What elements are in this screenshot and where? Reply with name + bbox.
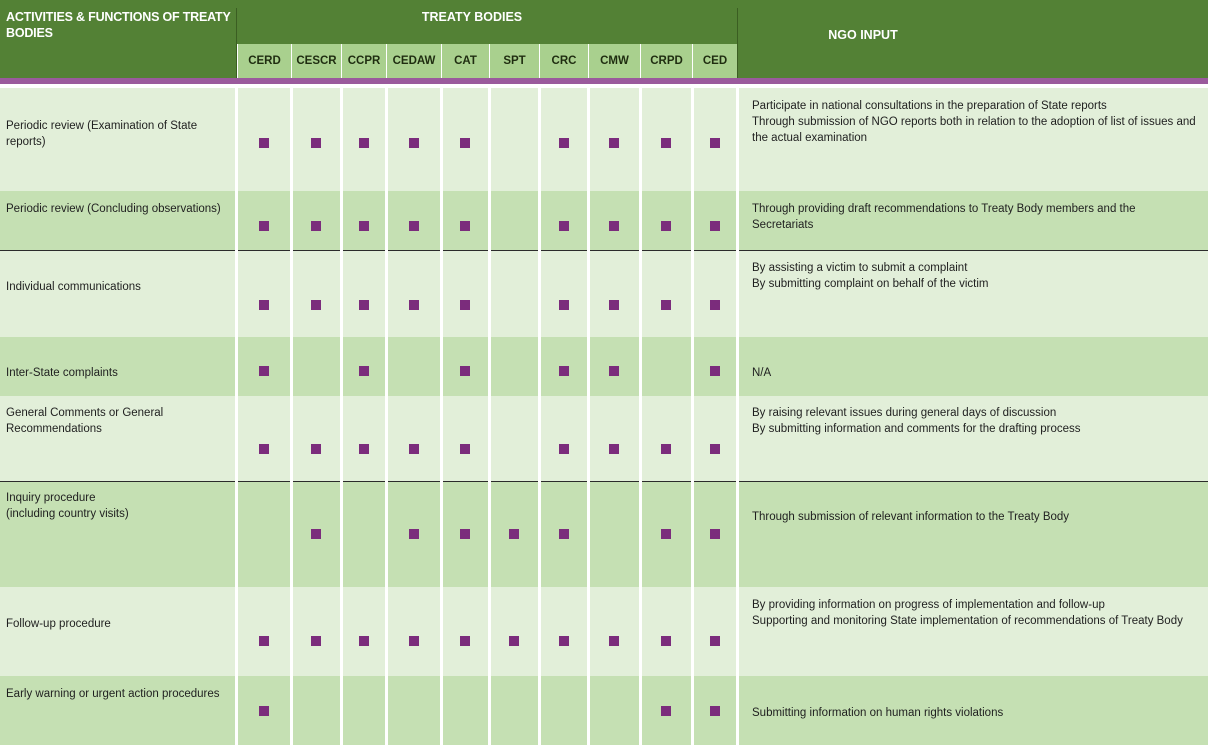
ngo-input-line: Participate in national consultations in the preparation of State reports	[752, 100, 1107, 112]
column-separator	[691, 88, 694, 745]
applicable-mark-ced	[710, 366, 720, 376]
applicable-mark-ced	[710, 636, 720, 646]
applicable-mark-crpd	[661, 529, 671, 539]
applicable-mark-crpd	[661, 221, 671, 231]
applicable-mark-cmw	[609, 138, 619, 148]
applicable-mark-cat	[460, 221, 470, 231]
activity-label: General Comments or General Recommendations	[6, 407, 164, 435]
column-header-ccpr: CCPR	[341, 44, 386, 78]
column-header-cescr: CESCR	[291, 44, 341, 78]
applicable-mark-spt	[509, 529, 519, 539]
ngo-input-cell	[752, 597, 1197, 629]
applicable-mark-crpd	[661, 444, 671, 454]
applicable-mark-crc	[559, 221, 569, 231]
treaty-bodies-title: TREATY BODIES	[421, 10, 523, 24]
applicable-mark-ced	[710, 529, 720, 539]
activity-label: Early warning or urgent action procedures	[6, 688, 220, 700]
ngo-input-line: Submitting information on human rights violations	[752, 707, 1004, 719]
ngo-input-cell	[752, 201, 1197, 233]
applicable-mark-crpd	[661, 636, 671, 646]
applicable-mark-cescr	[311, 529, 321, 539]
activity-label: Inter-State complaints	[6, 367, 118, 379]
ngo-input-line: Supporting and monitoring State implementation of recommendations of Treaty Body	[752, 615, 1183, 627]
activity-label: Periodic review (Examination of State reports)	[6, 120, 198, 148]
applicable-mark-cerd	[259, 366, 269, 376]
applicable-mark-ced	[710, 138, 720, 148]
activity-label: Individual communications	[6, 281, 141, 293]
applicable-mark-cerd	[259, 444, 269, 454]
applicable-mark-ccpr	[359, 366, 369, 376]
header-divider	[737, 8, 738, 78]
ngo-input-line: Through submission of relevant information to the Treaty Body	[752, 511, 1070, 523]
column-separator	[290, 88, 293, 745]
applicable-mark-cescr	[311, 138, 321, 148]
applicable-mark-cedaw	[409, 444, 419, 454]
applicable-mark-crpd	[661, 706, 671, 716]
applicable-mark-spt	[509, 636, 519, 646]
applicable-mark-cat	[460, 138, 470, 148]
column-header-crpd: CRPD	[640, 44, 692, 78]
applicable-mark-ced	[710, 444, 720, 454]
applicable-mark-cescr	[311, 300, 321, 310]
activity-label: Follow-up procedure	[6, 618, 111, 630]
applicable-mark-cedaw	[409, 529, 419, 539]
applicable-mark-cerd	[259, 706, 269, 716]
column-separator	[440, 88, 443, 745]
column-separator	[639, 88, 642, 745]
applicable-mark-cat	[460, 366, 470, 376]
ngo-input-cell	[752, 98, 1197, 146]
applicable-mark-ced	[710, 221, 720, 231]
applicable-mark-cat	[460, 300, 470, 310]
applicable-mark-ccpr	[359, 138, 369, 148]
column-separator	[587, 88, 590, 745]
applicable-mark-ced	[710, 300, 720, 310]
applicable-mark-crc	[559, 444, 569, 454]
activity-label: Periodic review (Concluding observations)	[6, 203, 221, 215]
header-accent-band	[0, 78, 1208, 84]
applicable-mark-crc	[559, 366, 569, 376]
applicable-mark-cedaw	[409, 221, 419, 231]
ngo-input-line: By providing information on progress of implementation and follow-up	[752, 599, 1105, 611]
ngo-input-line: By raising relevant issues during general days of discussion	[752, 407, 1057, 419]
applicable-mark-cescr	[311, 636, 321, 646]
ngo-input-line: By assisting a victim to submit a complaint	[752, 262, 968, 274]
column-separator	[736, 88, 739, 745]
ngo-input-cell	[752, 405, 1197, 437]
column-header-spt: SPT	[489, 44, 539, 78]
applicable-mark-crc	[559, 138, 569, 148]
applicable-mark-cerd	[259, 138, 269, 148]
applicable-mark-crpd	[661, 300, 671, 310]
column-separator	[488, 88, 491, 745]
ngo-input-line: By submitting information and comments for the drafting process	[752, 423, 1081, 435]
applicable-mark-cat	[460, 529, 470, 539]
column-header-crc: CRC	[539, 44, 588, 78]
applicable-mark-cescr	[311, 221, 321, 231]
ngo-input-cell	[752, 365, 1197, 381]
applicable-mark-cerd	[259, 636, 269, 646]
applicable-mark-ccpr	[359, 221, 369, 231]
applicable-mark-ccpr	[359, 444, 369, 454]
applicable-mark-cmw	[609, 221, 619, 231]
ngo-input-line: Through providing draft recommendations to Treaty Body members and the Secretariats	[752, 203, 1136, 231]
ngo-input-cell	[752, 705, 1197, 721]
applicable-mark-ccpr	[359, 636, 369, 646]
column-separator	[385, 88, 388, 745]
column-header-cerd: CERD	[237, 44, 291, 78]
column-separator	[235, 88, 238, 745]
applicable-mark-cmw	[609, 444, 619, 454]
header-divider	[236, 8, 237, 78]
applicable-mark-cat	[460, 636, 470, 646]
applicable-mark-cerd	[259, 300, 269, 310]
applicable-mark-crpd	[661, 138, 671, 148]
applicable-mark-crc	[559, 636, 569, 646]
column-header-cat: CAT	[441, 44, 489, 78]
column-header-ced: CED	[692, 44, 737, 78]
applicable-mark-crc	[559, 529, 569, 539]
ngo-input-line: By submitting complaint on behalf of the victim	[752, 278, 989, 290]
applicable-mark-cedaw	[409, 636, 419, 646]
applicable-mark-cerd	[259, 221, 269, 231]
applicable-mark-cat	[460, 444, 470, 454]
ngo-input-cell	[752, 509, 1197, 525]
applicable-mark-crc	[559, 300, 569, 310]
applicable-mark-ced	[710, 706, 720, 716]
applicable-mark-cmw	[609, 300, 619, 310]
applicable-mark-cescr	[311, 444, 321, 454]
ngo-input-line: Through submission of NGO reports both in relation to the adoption of list of issues and the actual examination	[752, 116, 1196, 144]
activities-column-title: ACTIVITIES & FUNCTIONS OF TREATY BODIES	[6, 10, 231, 40]
column-header-cedaw: CEDAW	[386, 44, 441, 78]
applicable-mark-cmw	[609, 636, 619, 646]
activity-label: Inquiry procedure (including country visits)	[6, 492, 129, 520]
ngo-input-line: N/A	[752, 367, 772, 379]
applicable-mark-ccpr	[359, 300, 369, 310]
ngo-input-cell	[752, 260, 1197, 292]
column-separator	[340, 88, 343, 745]
column-header-cmw: CMW	[588, 44, 640, 78]
applicable-mark-cedaw	[409, 138, 419, 148]
applicable-mark-cmw	[609, 366, 619, 376]
applicable-mark-cedaw	[409, 300, 419, 310]
column-separator	[538, 88, 541, 745]
ngo-input-title: NGO INPUT	[828, 28, 898, 42]
